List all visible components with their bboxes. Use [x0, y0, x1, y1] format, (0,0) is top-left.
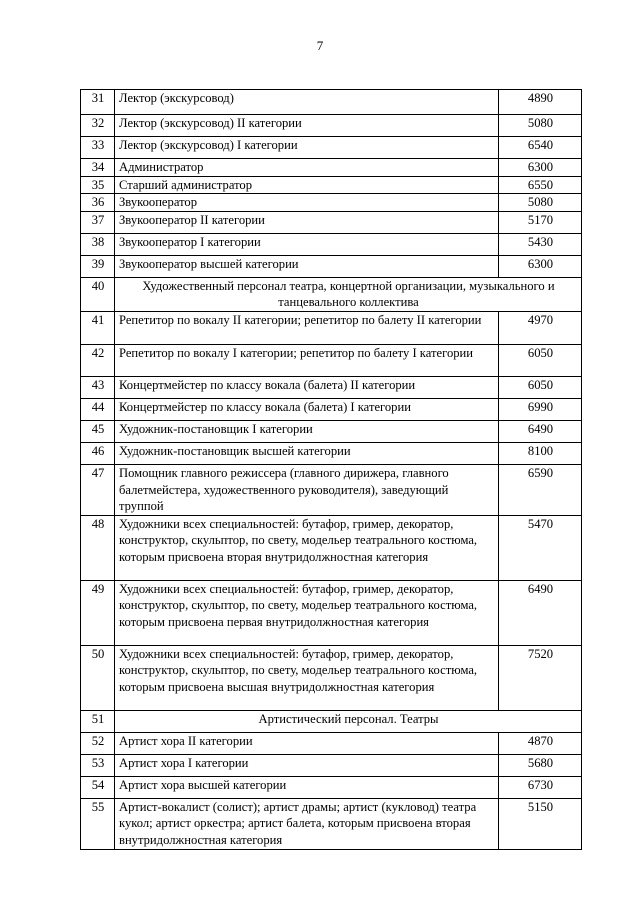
table-row: [81, 211, 582, 233]
salary-table-body: [81, 90, 582, 850]
position-name: Художник-постановщик высшей категории: [115, 442, 499, 464]
salary-value: 6300: [499, 159, 582, 177]
salary-value: 4970: [499, 311, 582, 344]
row-number: 32: [81, 115, 115, 137]
table-row: [81, 515, 582, 580]
position-name: Артист-вокалист (солист); артист драмы; артист (кукловод) театра кукол; артист оркестра; артист балета, которым присвоена вторая внутридолжностная категория: [115, 798, 499, 849]
row-number: 37: [81, 211, 115, 233]
position-name: Старший администратор: [115, 176, 499, 194]
table-row: [81, 398, 582, 420]
table-row: [81, 798, 582, 849]
salary-value: 5680: [499, 754, 582, 776]
row-number: 35: [81, 176, 115, 194]
position-name: Концертмейстер по классу вокала (балета) I категории: [115, 398, 499, 420]
table-row: [81, 376, 582, 398]
row-number: 47: [81, 464, 115, 515]
table-row: [81, 90, 582, 115]
row-number: 33: [81, 137, 115, 159]
salary-value: 6490: [499, 580, 582, 645]
position-name: Художники всех специальностей: бутафор, гример, декоратор, конструктор, скульптор, по свету, модельер театрального костюма, которым присвоена вторая внутридолжностная категория: [115, 515, 499, 580]
salary-value: 5430: [499, 233, 582, 255]
position-name: Лектор (экскурсовод) I категории: [115, 137, 499, 159]
table-row: [81, 137, 582, 159]
row-number: 51: [81, 710, 115, 732]
table-row: [81, 776, 582, 798]
table-row: [81, 442, 582, 464]
position-name: Репетитор по вокалу II категории; репетитор по балету II категории: [115, 311, 499, 344]
table-row: [81, 176, 582, 194]
position-name: Артист хора высшей категории: [115, 776, 499, 798]
salary-value: 6050: [499, 376, 582, 398]
salary-value: 4870: [499, 732, 582, 754]
position-name: Помощник главного режиссера (главного дирижера, главного балетмейстера, художественного руководителя), заведующий труппой: [115, 464, 499, 515]
salary-value: 5080: [499, 115, 582, 137]
salary-value: 5170: [499, 211, 582, 233]
row-number: 48: [81, 515, 115, 580]
salary-value: 6540: [499, 137, 582, 159]
position-name: Концертмейстер по классу вокала (балета) II категории: [115, 376, 499, 398]
position-name: Художники всех специальностей: бутафор, гример, декоратор, конструктор, скульптор, по свету, модельер театрального костюма, которым присвоена высшая внутридолжностная категория: [115, 645, 499, 710]
salary-value: 6300: [499, 255, 582, 277]
position-name: Звукооператор I категории: [115, 233, 499, 255]
position-name: Звукооператор: [115, 194, 499, 212]
row-number: 50: [81, 645, 115, 710]
row-number: 54: [81, 776, 115, 798]
table-row: [81, 344, 582, 376]
salary-value: 5470: [499, 515, 582, 580]
row-number: 53: [81, 754, 115, 776]
table-row: [81, 194, 582, 212]
row-number: 55: [81, 798, 115, 849]
row-number: 42: [81, 344, 115, 376]
table-row: [81, 115, 582, 137]
table-row: [81, 732, 582, 754]
section-row: [81, 710, 582, 732]
table-row: [81, 311, 582, 344]
table-row: [81, 464, 582, 515]
table-row: [81, 255, 582, 277]
salary-value: 6990: [499, 398, 582, 420]
row-number: 45: [81, 420, 115, 442]
position-name: Администратор: [115, 159, 499, 177]
salary-value: 5150: [499, 798, 582, 849]
row-number: 39: [81, 255, 115, 277]
section-title: Артистический персонал. Театры: [115, 710, 582, 732]
row-number: 43: [81, 376, 115, 398]
row-number: 41: [81, 311, 115, 344]
row-number: 46: [81, 442, 115, 464]
salary-value: 6490: [499, 420, 582, 442]
position-name: Артист хора II категории: [115, 732, 499, 754]
salary-value: 6730: [499, 776, 582, 798]
salary-value: 5080: [499, 194, 582, 212]
position-name: Лектор (экскурсовод): [115, 90, 499, 115]
salary-value: 4890: [499, 90, 582, 115]
position-name: Репетитор по вокалу I категории; репетитор по балету I категории: [115, 344, 499, 376]
page-number: 7: [316, 38, 324, 53]
row-number: 38: [81, 233, 115, 255]
table-row: [81, 580, 582, 645]
salary-value: 8100: [499, 442, 582, 464]
table-row: [81, 645, 582, 710]
table-row: [81, 159, 582, 177]
position-name: Лектор (экскурсовод) II категории: [115, 115, 499, 137]
table-row: [81, 233, 582, 255]
table-row: [81, 754, 582, 776]
row-number: 34: [81, 159, 115, 177]
salary-value: 6550: [499, 176, 582, 194]
position-name: Артист хора I категории: [115, 754, 499, 776]
position-name: Звукооператор высшей категории: [115, 255, 499, 277]
salary-value: 6590: [499, 464, 582, 515]
row-number: 31: [81, 90, 115, 115]
position-name: Художники всех специальностей: бутафор, гример, декоратор, конструктор, скульптор, по свету, модельер театрального костюма, которым присвоена первая внутридолжностная категория: [115, 580, 499, 645]
row-number: 40: [81, 277, 115, 311]
row-number: 49: [81, 580, 115, 645]
salary-value: 7520: [499, 645, 582, 710]
salary-table: [80, 89, 582, 850]
row-number: 44: [81, 398, 115, 420]
table-row: [81, 420, 582, 442]
section-title: Художественный персонал театра, концертной организации, музыкального и танцевального коллектива: [115, 277, 582, 311]
row-number: 52: [81, 732, 115, 754]
salary-value: 6050: [499, 344, 582, 376]
row-number: 36: [81, 194, 115, 212]
section-row: [81, 277, 582, 311]
position-name: Художник-постановщик I категории: [115, 420, 499, 442]
position-name: Звукооператор II категории: [115, 211, 499, 233]
